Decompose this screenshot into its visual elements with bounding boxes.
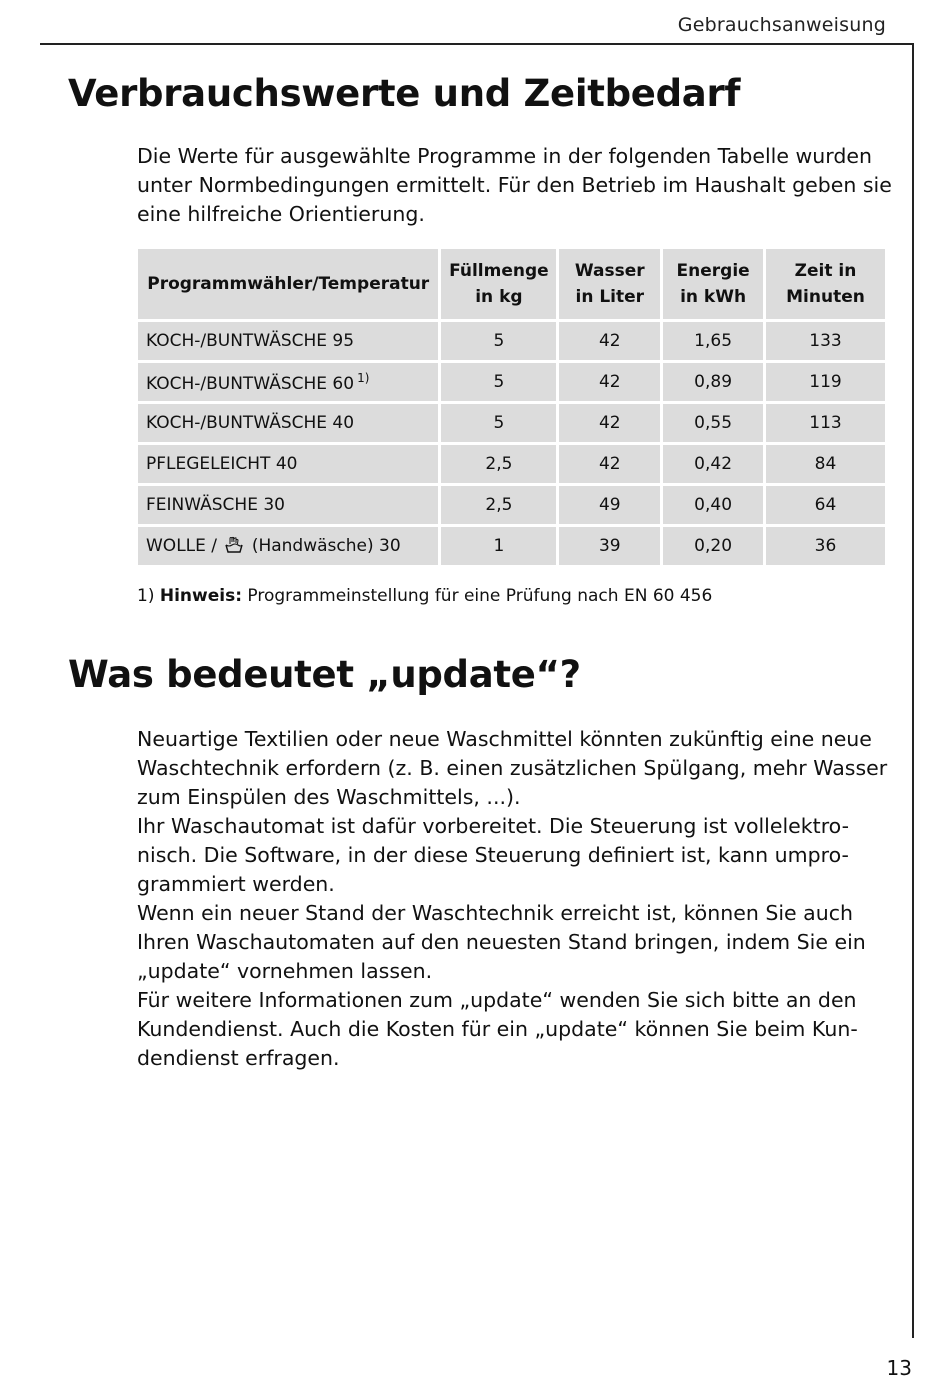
column-header-energy-line1: Energie — [676, 261, 750, 281]
water-cell: 42 — [559, 445, 660, 483]
column-header-time — [766, 249, 885, 319]
table-header-row — [138, 249, 885, 319]
column-header-water-line1: Wasser — [574, 261, 645, 281]
update-paragraph: Wenn ein neuer Stand der Waschtechnik erreicht ist, können Sie auch Ihren Waschautomaten auf den neuesten Stand bringen, indem Sie ein „update“ vornehmen lassen. — [137, 901, 866, 983]
program-cell — [138, 527, 438, 565]
footnote-marker: 1) — [137, 586, 155, 606]
load-cell: 5 — [441, 363, 556, 401]
program-name: KOCH-/BUNTWÄSCHE 60 — [146, 373, 355, 394]
column-header-load — [441, 249, 556, 319]
program-name-suffix: (Handwäsche) 30 — [251, 536, 401, 556]
table-row — [138, 404, 885, 442]
program-cell: KOCH-/BUNTWÄSCHE 40 — [138, 404, 438, 442]
load-cell: 5 — [441, 322, 556, 360]
load-cell: 1 — [441, 527, 556, 565]
column-header-program-label: Programmwähler/Temperatur — [147, 274, 430, 294]
update-section-body — [137, 725, 897, 1073]
time-cell: 36 — [766, 527, 885, 565]
header-rule — [40, 43, 914, 45]
program-cell — [138, 363, 438, 401]
update-paragraph: Ihr Waschautomat ist dafür vorbereitet. Die Steuerung ist vollelektro-nisch. Die Software, in der diese Steuerung definiert ist, kann umpro-grammiert werden. — [137, 814, 850, 896]
table-row — [138, 486, 885, 524]
water-cell: 42 — [559, 322, 660, 360]
column-header-energy — [663, 249, 763, 319]
table-row — [138, 445, 885, 483]
program-cell: KOCH-/BUNTWÄSCHE 95 — [138, 322, 438, 360]
water-cell: 42 — [559, 404, 660, 442]
table-footnote — [137, 586, 712, 606]
section-title-update: Was bedeutet „update“? — [68, 653, 581, 696]
column-header-time-line1: Zeit in — [794, 261, 857, 281]
column-header-load-line2: in kg — [475, 287, 523, 307]
column-header-time-line2: Minuten — [786, 287, 865, 307]
load-cell: 5 — [441, 404, 556, 442]
time-cell: 113 — [766, 404, 885, 442]
energy-cell: 0,42 — [663, 445, 763, 483]
program-name-prefix: WOLLE / — [146, 536, 218, 556]
footnote-marker: 1) — [357, 370, 370, 385]
footnote-label: Hinweis: — [159, 586, 242, 606]
page-number: 13 — [886, 1356, 912, 1380]
margin-rule — [912, 43, 914, 1338]
load-cell: 2,5 — [441, 445, 556, 483]
time-cell: 64 — [766, 486, 885, 524]
handwash-icon — [224, 536, 244, 554]
energy-cell: 0,40 — [663, 486, 763, 524]
time-cell: 133 — [766, 322, 885, 360]
time-cell: 119 — [766, 363, 885, 401]
column-header-water — [559, 249, 660, 319]
table-row — [138, 527, 885, 565]
load-cell: 2,5 — [441, 486, 556, 524]
running-header: Gebrauchsanweisung — [677, 14, 886, 36]
update-paragraph: Neuartige Textilien oder neue Waschmittel könnten zukünftig eine neue Waschtechnik erfordern (z. B. einen zusätzlichen Spülgang, mehr Wasser zum Einspülen des Waschmittels, ...). — [137, 727, 888, 809]
water-cell: 39 — [559, 527, 660, 565]
time-cell: 84 — [766, 445, 885, 483]
energy-cell: 0,20 — [663, 527, 763, 565]
table-row — [138, 322, 885, 360]
column-header-energy-line2: in kWh — [680, 287, 747, 307]
section-title-consumption: Verbrauchswerte und Zeitbedarf — [68, 72, 741, 115]
water-cell: 42 — [559, 363, 660, 401]
column-header-program — [138, 249, 438, 319]
water-cell: 49 — [559, 486, 660, 524]
column-header-load-line1: Füllmenge — [449, 261, 549, 281]
program-cell: FEINWÄSCHE 30 — [138, 486, 438, 524]
footnote-text: Programmeinstellung für eine Prüfung nach EN 60 456 — [247, 586, 713, 606]
table-row — [138, 363, 885, 401]
consumption-table — [135, 246, 888, 568]
intro-paragraph — [137, 142, 897, 229]
column-header-water-line2: in Liter — [575, 287, 645, 307]
intro-text: Die Werte für ausgewählte Programme in der folgenden Tabelle wurden unter Normbedingungen ermittelt. Für den Betrieb im Haushalt geben sie eine hilfreiche Orientierung. — [137, 144, 892, 226]
energy-cell: 0,55 — [663, 404, 763, 442]
energy-cell: 1,65 — [663, 322, 763, 360]
program-cell: PFLEGELEICHT 40 — [138, 445, 438, 483]
update-paragraph: Für weitere Informationen zum „update“ wenden Sie sich bitte an den Kundendienst. Auch die Kosten für ein „update“ können Sie beim Kun-dendienst erfragen. — [137, 988, 858, 1070]
energy-cell: 0,89 — [663, 363, 763, 401]
